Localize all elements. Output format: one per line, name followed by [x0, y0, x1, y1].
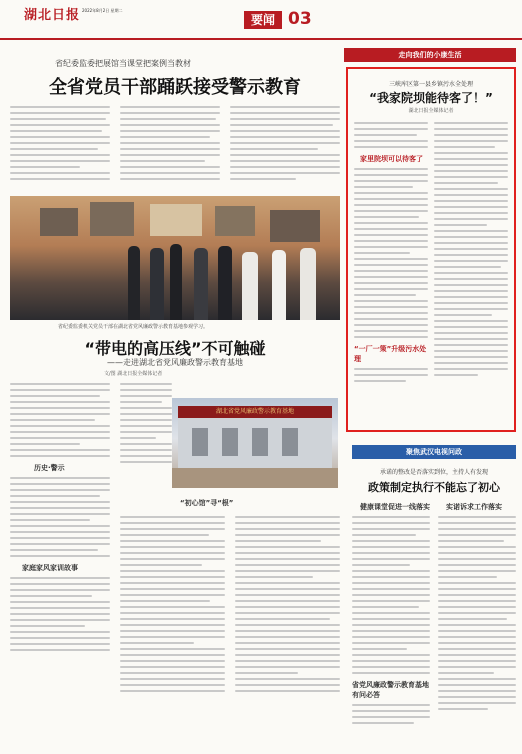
masthead: [0, 0, 522, 40]
feature-headline: “带电的高压线”不可触碰: [84, 339, 266, 358]
boxed-subhead-courtyard: 家里院坝可以待客了: [360, 155, 423, 163]
feature-subtitle: ——走进湖北省党风廉政警示教育基地: [107, 358, 243, 367]
boxed-subhead-upgrade: “一厂一策”升级污水处理: [354, 345, 427, 363]
left-story-kicker: 省纪委监委把展馆当课堂把案例当教材: [55, 59, 191, 68]
bottom-footer-story: 省党风廉政警示教育基地有问必答: [352, 681, 429, 699]
bottom-right-subhead: 实诺诉求工作落实: [446, 503, 502, 511]
exhibition-photo: [10, 196, 340, 320]
bottom-story-body: [352, 500, 516, 750]
paper-logo: 湖北日报: [24, 8, 81, 23]
column-banner: 走向我们的小康生活: [344, 48, 516, 62]
boxed-story-headline: “我家院坝能待客了！”: [369, 91, 493, 105]
bottom-story-kicker: 承诺的整改是否落实到位，主持人有发现: [379, 469, 488, 476]
wuhan-tv-banner: 聚焦武汉电视问政: [352, 445, 516, 459]
photo-caption: 省纪委监委机关党员干部在湖北省党风廉政警示教育基地参观学习。: [58, 324, 209, 330]
section-heading-origin: “初心馆”寻“根”: [180, 499, 234, 507]
boxed-story-byline: 湖北日报全媒体记者: [408, 108, 454, 114]
boxed-story: [346, 67, 516, 432]
building-sign: 湖北省党风廉政警示教育基地: [178, 406, 332, 418]
left-story-body: [10, 104, 340, 192]
date-line: 2022年8月2日 星期二: [82, 8, 123, 13]
building-photo: [172, 398, 338, 488]
bottom-left-subhead: 健康课堂促进一线落实: [360, 503, 430, 511]
boxed-story-kicker: 三峡库区第一县乡镇污水全处理: [388, 81, 473, 88]
left-story-headline: 全省党员干部踊跃接受警示教育: [49, 77, 301, 98]
feature-byline: 文/图 湖北日报全媒体记者: [104, 371, 163, 377]
section-heading-history: 历史·警示: [34, 464, 65, 472]
section-heading-family: 家庭家风家训故事: [22, 564, 78, 572]
page-number: 03: [288, 9, 312, 29]
section-label: 要闻: [244, 11, 282, 29]
bottom-story-headline: 政策制定执行不能忘了初心: [368, 481, 500, 494]
